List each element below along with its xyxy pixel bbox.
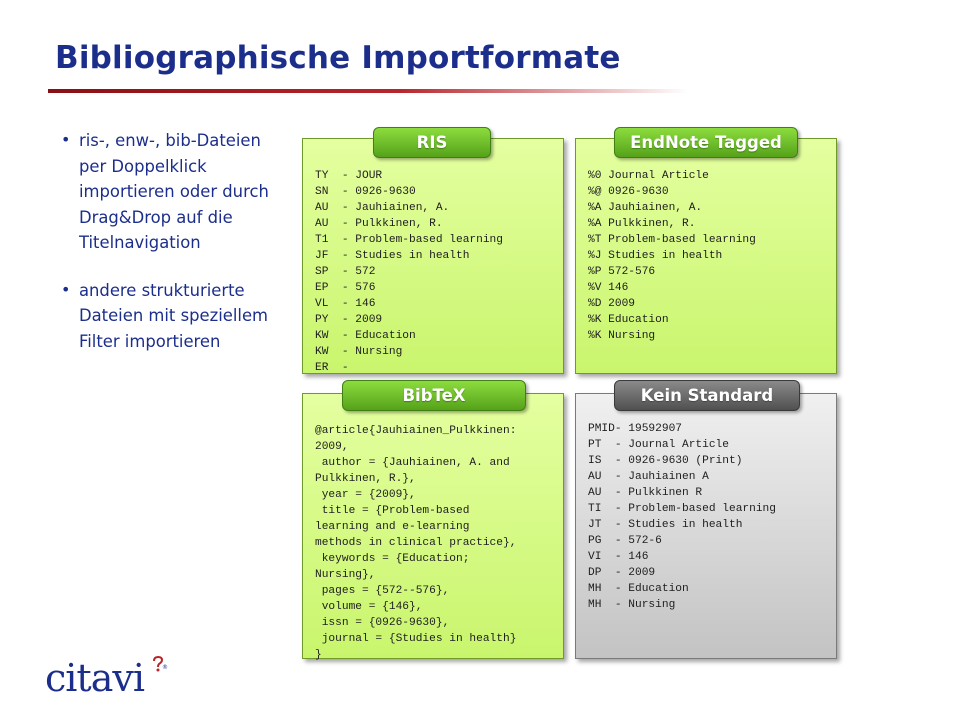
ris-content: TY - JOUR SN - 0926-9630 AU - Jauhiainen, A. AU - Pulkkinen, R. T1 - Problem-based learning JF - Studies in health SP - 572 EP - 576 VL - 146 PY - 2009 KW - Education KW - Nursing ER - (315, 170, 503, 374)
ris-label: RIS (373, 127, 491, 158)
bibtex-content: @article{Jauhiainen_Pulkkinen: 2009, author = {Jauhiainen, A. and Pulkkinen, R.}, year = {2009}, title = {Problem-based learning and e-learning methods in clinical practice}, keywords = {Education; Nursing}, pages = {572--576}, volume = {146}, issn = {0926-9630}, journal = {Studies in health} } (315, 425, 517, 661)
slide-title: Bibliographische Importformate (55, 40, 621, 76)
registered-mark: ® (162, 664, 168, 671)
title-underline (48, 89, 688, 93)
bullet-list (55, 128, 285, 376)
citavi-logo: citavi (45, 656, 144, 700)
endnote-panel (575, 138, 837, 374)
kein-standard-label: Kein Standard (614, 380, 800, 411)
bibtex-panel (302, 393, 564, 659)
kein-standard-panel (575, 393, 837, 659)
kein-standard-content: PMID- 19592907 PT - Journal Article IS - 0926-9630 (Print) AU - Jauhiainen A AU - Pulkkinen R TI - Problem-based learning JT - Studies in health PG - 572-6 VI - 146 DP - 2009 MH - Education MH - Nursing (588, 423, 776, 611)
endnote-label: EndNote Tagged (614, 127, 798, 158)
ris-panel (302, 138, 564, 374)
bullet-icon: • (61, 130, 71, 149)
bullet-item (55, 128, 285, 256)
endnote-content: %0 Journal Article %@ 0926-9630 %A Jauhiainen, A. %A Pulkkinen, R. %T Problem-based learning %J Studies in health %P 572-576 %V 146 %D 2009 %K Education %K Nursing (588, 170, 756, 342)
bullet-item (55, 278, 285, 355)
bibtex-label: BibTeX (342, 380, 526, 411)
bullet-text: ris-, enw-, bib-Dateien per Doppelklick importieren oder durch Drag&Drop auf die Titelnavigation (79, 131, 269, 252)
bullet-text: andere strukturierte Dateien mit speziellem Filter importieren (79, 280, 268, 351)
bullet-icon: • (61, 279, 71, 299)
